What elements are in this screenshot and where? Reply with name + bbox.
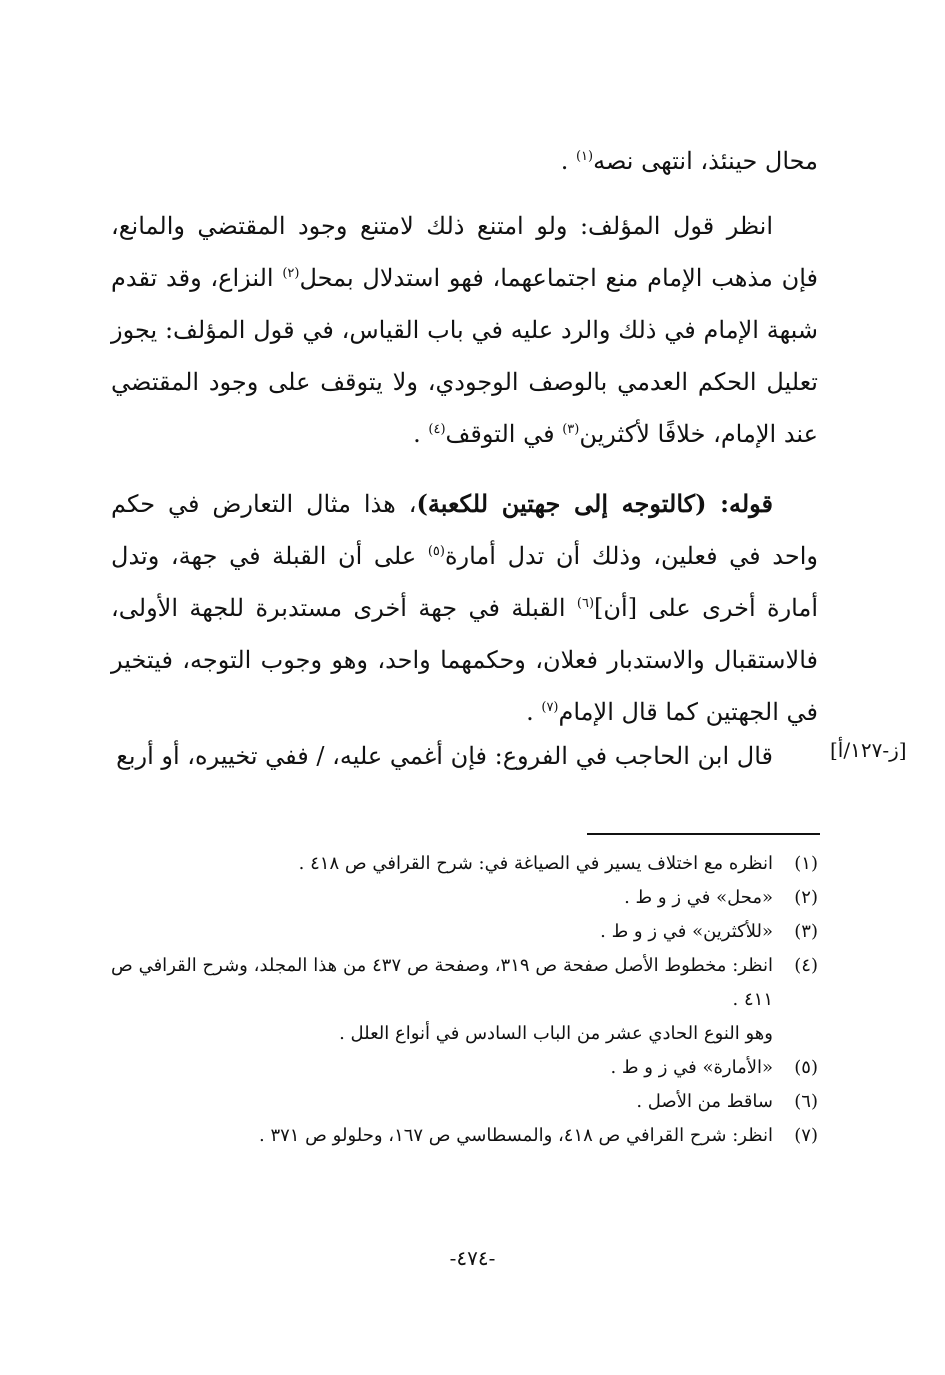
footnote-6: (٦) ساقط من الأصل .	[636, 1091, 818, 1112]
paragraph-3: قوله: (كالتوجه إلى جهتين للكعبة)، هذا مثال التعارض في حكم واحد في فعلين، وذلك أن تدل أمارة$^{(٥)}$ على أن القبلة في جهة، وتدل أمارة أخرى على [أن]$^{(٦)}$ القبلة في جهة أخرى مستدبرة للجهة الأولى، فالاستقبال والاستدبار فعلان، وحكمهما واحد، وهو وجوب التوجه، فيتخير في الجهتين كما قال الإمام$^{(٧)}$ .	[111, 489, 818, 726]
footnote-ref-5[interactable]: (٥)	[427, 544, 445, 559]
footnote-ref-4[interactable]: (٤)	[428, 422, 446, 437]
manuscript-folio-ref: [ز-١٢٧/أ]	[830, 738, 907, 762]
footnote-ref-7[interactable]: (٧)	[541, 700, 559, 715]
footnote-2: (٢) «محل» في ز و ط .	[624, 887, 818, 908]
footnote-4: (٤) انظر: مخطوط الأصل صفحة ص ٣١٩، وصفحة ص ٤٣٧ من هذا المجلد، وشرح القرافي ص ٤١١ .	[111, 955, 818, 1010]
footnote-ref-6[interactable]: (٦)	[576, 596, 595, 611]
footnote-1: (١) انظره مع اختلاف يسير في الصياغة في: شرح القرافي ص ٤١٨ .	[298, 853, 818, 874]
paragraph-4: قال ابن الحاجب في الفروع: فإن أغمي عليه، / ففي تخييره، أو أربع	[116, 742, 773, 770]
footnote-4-continuation: وهو النوع الحادي عشر من الباب السادس في أنواع العلل .	[339, 1023, 773, 1044]
footnote-ref-1[interactable]: (١)	[575, 149, 594, 164]
footnote-5: (٥) «الأمارة» في ز و ط .	[610, 1057, 818, 1078]
footnote-7: (٧) انظر: شرح القرافي ص ٤١٨، والمسطاسي ص ١٦٧، وحلولو ص ٣٧١ .	[258, 1125, 818, 1146]
footnote-3: (٣) «للأكثرين» في ز و ط .	[600, 921, 818, 942]
paragraph-1: محال حينئذ، انتهى نصه$^{(١)}$ .	[560, 147, 818, 175]
quoted-heading: قوله: (كالتوجه إلى جهتين للكعبة)	[416, 489, 774, 518]
paragraph-2: انظر قول المؤلف: ولو امتنع ذلك لامتنع وجود المقتضي والمانع، فإن مذهب الإمام منع اجتماعهما، فهو استدلال بمحل$^{(٢)}$ النزاع، وقد تقدم شبهة الإمام في ذلك والرد عليه في باب القياس، في قول المؤلف: يجوز تعليل الحكم العدمي بالوصف الوجودي، ولا يتوقف على وجود المقتضي عند الإمام، خلافًا لأكثرين$^{(٣)}$ في التوقف$^{(٤)}$ .	[111, 212, 818, 448]
footnotes-block	[111, 847, 818, 1153]
footnote-ref-2[interactable]: (٢)	[282, 266, 300, 281]
page-number: -٤٧٤-	[449, 1246, 496, 1270]
footnote-ref-3[interactable]: (٣)	[562, 422, 580, 437]
footnote-separator	[587, 833, 820, 835]
